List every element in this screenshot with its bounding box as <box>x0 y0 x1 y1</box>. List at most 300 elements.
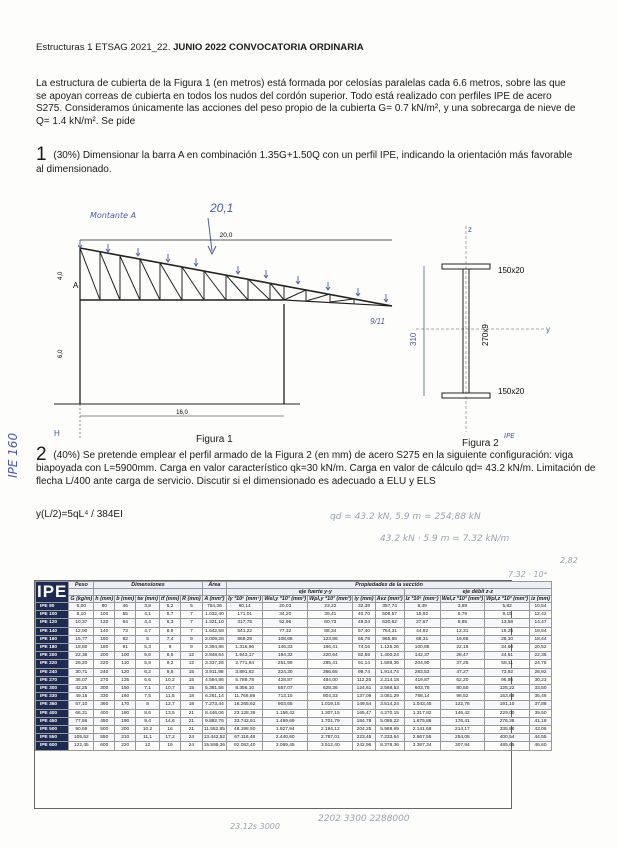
table-cell: 1.914,74 <box>375 668 404 676</box>
column-header: iz (mm) <box>531 596 550 602</box>
table-cell: 176,41 <box>440 717 485 725</box>
deflection-formula: y(L/2)=5qL⁴ / 384EI <box>36 509 123 520</box>
table-cell: 2.667,55 <box>404 734 440 742</box>
table-cell: 100,85 <box>404 644 440 652</box>
table-cell: 60,73 <box>308 619 353 627</box>
table-cell: 630,62 <box>375 619 404 627</box>
table-cell: 7.233,64 <box>375 734 404 742</box>
table-cell: 903,65 <box>263 701 308 709</box>
column-header: Wpl,z *10³ (mm³) <box>486 596 529 602</box>
table-cell: 5,2 <box>159 603 180 611</box>
table-cell: 24,78 <box>530 660 552 668</box>
table-cell: 2.771,84 <box>227 660 263 668</box>
table-cell: 137,09 <box>353 693 375 701</box>
web-label: 270x9 <box>481 324 490 346</box>
question-2-number: 2 <box>36 444 47 465</box>
table-cell: 160 <box>94 635 115 643</box>
table-cell: 419,87 <box>404 676 440 684</box>
table-cell: 105,52 <box>69 734 94 742</box>
table-cell: 58,11 <box>485 660 530 668</box>
table-row <box>36 611 552 619</box>
table-row <box>36 709 552 717</box>
table-cell: 142,37 <box>404 652 440 660</box>
table-cell: 14,6 <box>159 717 180 725</box>
table-cell: 41,18 <box>530 717 552 725</box>
table-cell: 92.083,40 <box>227 742 263 750</box>
table-cell: 9,15 <box>485 611 530 619</box>
table-cell: 484,00 <box>308 676 353 684</box>
dim-top-label: 20,0 <box>219 232 233 239</box>
table-cell: 150 <box>115 685 136 693</box>
table-cell: 12 <box>181 652 203 660</box>
hand-mark-h: H <box>54 429 60 438</box>
profile-name-cell: IPE 330 <box>36 693 69 701</box>
table-cell: 91,14 <box>353 660 375 668</box>
table-cell: 5 <box>136 635 160 643</box>
question-1-text: (30%) Dimensionar la barra A en combinación 1.35G+1.50Q con un perfil IPE, indicando la orientación más favorable al dimensionado. <box>36 150 573 175</box>
exam-header <box>36 42 364 53</box>
table-cell: 220,64 <box>308 652 353 660</box>
table-cell: 12,7 <box>159 701 180 709</box>
table-cell: 44,92 <box>404 627 440 635</box>
table-cell: 91 <box>115 644 136 652</box>
table-cell: 210 <box>115 734 136 742</box>
table-cell: 17,2 <box>159 734 180 742</box>
table-cell: 2.440,60 <box>263 734 308 742</box>
hand-note-3: 7.32 · 10⁴ <box>508 570 547 579</box>
table-cell: 8,6 <box>136 709 160 717</box>
table-cell: 1.701,79 <box>308 717 353 725</box>
table-cell: 21 <box>181 717 203 725</box>
column-header: iy (mm) <box>354 596 374 602</box>
table-cell: 180 <box>94 644 115 652</box>
table-cell: 2.787,01 <box>308 734 353 742</box>
table-cell: 5,6 <box>136 652 160 660</box>
table-cell: 204,25 <box>353 726 375 734</box>
table-cell: 804,33 <box>308 693 353 701</box>
table-cell: 764,36 <box>202 603 226 611</box>
table-cell: 1.675,86 <box>404 717 440 725</box>
table-cell: 7,5 <box>136 693 160 701</box>
table-cell: 557,07 <box>263 685 308 693</box>
table-row <box>36 742 552 750</box>
table-cell: 146,42 <box>440 709 485 717</box>
table-row <box>36 619 552 627</box>
table-body <box>36 603 552 751</box>
group-strong-axis: eje fuerte y-y <box>227 589 405 596</box>
table-cell: 2.214,18 <box>375 676 404 684</box>
table-cell: 146,33 <box>263 644 308 652</box>
group-properties: Propiedades de la sección <box>227 582 552 589</box>
table-cell: 242,96 <box>353 742 375 750</box>
table-cell: 307,94 <box>440 742 485 750</box>
table-cell: 7,4 <box>159 635 180 643</box>
table-cell: 57,40 <box>353 627 375 635</box>
hand-height: 310 <box>409 332 418 346</box>
table-cell: 15 <box>181 685 203 693</box>
table-row <box>36 726 552 734</box>
table-cell: 20,52 <box>530 644 552 652</box>
dim-left-upper: 4,0 <box>58 271 64 280</box>
table-cell: 869,29 <box>227 635 263 643</box>
table-cell: 1.019,15 <box>308 701 353 709</box>
table-cell: 80,14 <box>227 603 263 611</box>
group-area: Área <box>202 582 226 589</box>
table-cell: 5,9 <box>136 660 160 668</box>
table-cell: 3.911,98 <box>202 668 226 676</box>
table-cell: 26,10 <box>485 635 530 643</box>
table-cell: 12,42 <box>530 611 552 619</box>
table-cell: 317,75 <box>227 619 263 627</box>
table-cell: 165,47 <box>353 709 375 717</box>
column-header: Wel,z *10³ (mm³) <box>441 596 484 602</box>
profile-name-cell: IPE 270 <box>36 676 69 684</box>
table-cell: 135 <box>115 676 136 684</box>
table-cell: 23.128,36 <box>227 709 263 717</box>
table-cell: 21 <box>181 709 203 717</box>
table-cell: 13.442,52 <box>203 735 226 741</box>
table-cell: 330 <box>94 693 115 701</box>
table-cell: 39,41 <box>308 611 353 619</box>
table-cell: 14,47 <box>530 619 552 627</box>
question-1-number: 1 <box>36 144 47 165</box>
table-cell: 508,57 <box>375 611 404 619</box>
table-cell: 1.307,15 <box>308 709 353 717</box>
column-header: Iz *10⁶ (mm⁴) <box>405 596 439 602</box>
table-cell: 96,95 <box>485 676 530 684</box>
profile-name-cell: IPE 80 <box>36 603 69 611</box>
table-cell: 4,1 <box>136 611 160 619</box>
table-cell: 112,25 <box>353 676 375 684</box>
profile-name-cell: IPE 360 <box>36 701 69 709</box>
column-headers <box>36 596 552 603</box>
table-cell: 166,41 <box>308 644 353 652</box>
table-cell: 11,1 <box>136 734 160 742</box>
table-cell: 220 <box>115 742 136 750</box>
hand-note-2: 43.2 kN · 5.9 m = 7.32 kN/m <box>380 534 510 544</box>
table-cell: 8.378,36 <box>375 742 404 750</box>
table-cell: 99,74 <box>353 668 375 676</box>
hand-ipe-note: IPE <box>504 432 515 440</box>
table-cell: 47,27 <box>440 668 485 676</box>
table-cell: 12,90 <box>69 627 94 635</box>
profile-name-cell: IPE 550 <box>36 734 69 742</box>
table-cell: 108,66 <box>263 635 308 643</box>
table-cell: 9.882,76 <box>202 717 226 725</box>
table-cell: 82 <box>115 635 136 643</box>
table-cell: 77,56 <box>69 717 94 725</box>
profile-name-cell: IPE 140 <box>36 627 69 635</box>
table-cell: 10,37 <box>69 619 94 627</box>
table-cell: 550 <box>94 734 115 742</box>
table-cell: 3.891,62 <box>227 668 263 676</box>
table-cell: 36,07 <box>69 676 94 684</box>
table-cell: 37,88 <box>530 701 552 709</box>
hand-ratio: 9/11 <box>370 317 385 326</box>
table-cell: 6,6 <box>136 676 160 684</box>
table-cell: 39,50 <box>530 709 552 717</box>
table-cell: 16,66 <box>440 635 485 643</box>
column-header: G (kg/m) <box>70 596 93 602</box>
table-cell: 21 <box>181 726 203 734</box>
table-cell: 1.588,36 <box>375 660 404 668</box>
table-cell: 22,16 <box>440 644 485 652</box>
table-cell: 360 <box>94 701 115 709</box>
table-cell: 8,5 <box>159 652 180 660</box>
column-header: Iy *10⁶ (mm⁴) <box>228 596 262 602</box>
table-row <box>36 603 552 611</box>
table-row <box>36 627 552 635</box>
table-cell: 10,54 <box>530 603 552 611</box>
table-cell: 11.552,85 <box>203 727 225 733</box>
table-cell: 10,2 <box>136 726 160 734</box>
ipe-properties-table <box>35 581 552 751</box>
column-header: h (mm) <box>95 596 114 602</box>
ipe-table <box>34 580 550 809</box>
table-cell: 30,23 <box>530 676 552 684</box>
column-header: R (mm) <box>182 596 201 602</box>
table-cell: 8 <box>136 701 160 709</box>
figure-1-truss <box>40 196 410 446</box>
table-cell: 20,03 <box>263 603 308 611</box>
table-cell: 30,71 <box>69 668 94 676</box>
table-cell: 24 <box>181 742 203 750</box>
table-cell: 19 <box>159 742 180 750</box>
table-cell: 8,49 <box>404 603 440 611</box>
profile-name-cell: IPE 200 <box>36 652 69 660</box>
profile-name-cell: IPE 240 <box>36 668 69 676</box>
table-cell: 48.198,50 <box>227 726 263 734</box>
table-cell: 223,45 <box>353 734 375 742</box>
table-cell: 1.400,24 <box>375 652 404 660</box>
table-cell: 6.261,14 <box>202 693 226 701</box>
table-cell: 15.599,36 <box>203 743 226 749</box>
column-header: Wel,y *10³ (mm³) <box>264 596 307 602</box>
table-cell: 5.988,69 <box>375 726 404 734</box>
table-cell: 120 <box>94 619 115 627</box>
profile-name-cell: IPE 300 <box>36 685 69 693</box>
table-cell: 122,45 <box>69 742 94 750</box>
group-peso: Peso <box>69 582 94 589</box>
table-cell: 194,32 <box>263 652 308 660</box>
table-cell: 7,1 <box>136 685 160 693</box>
hand-load-arrow <box>208 218 212 251</box>
profile-name-cell: IPE 100 <box>36 611 69 619</box>
hand-note-1: qd = 43.2 kN, 5.9 m = 254,88 kN <box>330 512 481 522</box>
table-cell: 27,67 <box>404 619 440 627</box>
table-cell: 12 <box>136 742 160 750</box>
table-cell: 7 <box>181 619 203 627</box>
table-cell: 628,36 <box>308 685 353 693</box>
axis-y-label: y <box>546 325 550 334</box>
table-cell: 15 <box>181 676 203 684</box>
column-header: Avz (mm²) <box>376 596 403 602</box>
table-cell: 713,15 <box>263 693 308 701</box>
table-cell: 49,04 <box>353 619 375 627</box>
table-cell: 100 <box>115 652 136 660</box>
table-cell: 5,79 <box>440 611 485 619</box>
table-cell: 34,60 <box>485 644 530 652</box>
table-cell: 11.766,89 <box>227 693 263 701</box>
table-cell: 1.499,69 <box>263 717 308 725</box>
table-cell: 171,01 <box>227 611 263 619</box>
table-cell: 16.265,62 <box>227 701 263 709</box>
table-cell: 57,10 <box>69 701 94 709</box>
table-cell: 3,8 <box>136 603 160 611</box>
header-session: JUNIO 2022 CONVOCATORIA ORDINARIA <box>173 42 364 53</box>
table-cell: 64 <box>115 619 136 627</box>
table-cell: 1.642,58 <box>202 627 226 635</box>
table-cell: 965,66 <box>375 635 404 643</box>
table-cell: 34,20 <box>263 611 308 619</box>
table-cell: 28,47 <box>440 652 485 660</box>
axis-z-label: z <box>468 225 472 234</box>
table-cell: 22,36 <box>530 652 552 660</box>
table-cell: 12,31 <box>440 627 485 635</box>
table-cell: 357,74 <box>375 603 404 611</box>
table-cell: 7 <box>181 627 203 635</box>
table-row <box>36 668 552 676</box>
table-cell: 15,77 <box>69 635 94 643</box>
table-cell: 204,90 <box>404 660 440 668</box>
table-cell: 4.594,86 <box>202 676 226 684</box>
table-cell: 7.273,44 <box>202 701 226 709</box>
table-cell: 3.069,45 <box>263 742 308 750</box>
table-cell: 120 <box>115 668 136 676</box>
table-cell: 7 <box>181 611 203 619</box>
bar-a-label: A <box>73 281 79 290</box>
table-cell: 33.742,91 <box>227 717 263 725</box>
hand-bottom-2: 2202 3300 2288000 <box>318 814 410 824</box>
table-cell: 32,38 <box>353 603 375 611</box>
table-cell: 283,53 <box>404 668 440 676</box>
table-cell: 9,4 <box>136 717 160 725</box>
table-cell: 24 <box>181 734 203 742</box>
table-cell: 37,25 <box>440 660 485 668</box>
table-cell: 184,78 <box>353 717 375 725</box>
question-2-text: (40%) Se pretende emplear el perfil armado de la Figura 2 (en mm) de acero S275 en la siguiente configuración: viga biapoyada con L=5900mm. Carga en valor característico qk=30 kN/m. Carga en valor de cálculo qd= 43.2 kN/m. Limitación de flecha L/400 ante carga de servicio. Discutir si el dimensionado es adecuado a ELU y ELS <box>36 450 596 487</box>
table-cell: 77,32 <box>263 627 308 635</box>
hand-bottom-1: 23.12s 3000 <box>230 822 280 831</box>
table-cell: 44,61 <box>485 652 530 660</box>
column-header: b (mm) <box>116 596 135 602</box>
table-cell: 3.512,40 <box>308 742 353 750</box>
table-cell: 55 <box>115 611 136 619</box>
table-cell: 270 <box>94 676 115 684</box>
table-cell: 46,60 <box>530 742 552 750</box>
table-cell: 73,92 <box>485 668 530 676</box>
table-cell: 125,22 <box>485 685 530 693</box>
table-cell: 100 <box>94 611 115 619</box>
table-cell: 160 <box>115 693 136 701</box>
table-cell: 15,92 <box>404 611 440 619</box>
table-row <box>36 676 552 684</box>
table-cell: 1.317,82 <box>404 709 440 717</box>
table-cell: 74,16 <box>353 644 375 652</box>
table-cell: 123,86 <box>308 635 353 643</box>
table-row <box>36 693 552 701</box>
column-header: tf (mm) <box>160 596 180 602</box>
table-cell: 1.156,42 <box>263 709 308 717</box>
table-cell: 251,99 <box>263 660 308 668</box>
table-cell: 22,36 <box>69 652 94 660</box>
table-cell: 240 <box>94 668 115 676</box>
table-cell: 65,78 <box>353 635 375 643</box>
figure-2-caption: Figura 2 <box>462 438 499 449</box>
table-cell: 46 <box>115 603 136 611</box>
table-cell: 170 <box>115 701 136 709</box>
question-1 <box>36 144 576 177</box>
table-cell: 180 <box>115 709 136 717</box>
hand-note-4: 2,82 <box>560 556 578 565</box>
margin-note: IPE 160 <box>6 432 20 478</box>
table-cell: 4.270,15 <box>375 709 404 717</box>
table-cell: 5.085,22 <box>375 717 404 725</box>
table-cell: 1.321,10 <box>202 619 226 627</box>
table-cell: 9,8 <box>159 668 180 676</box>
table-cell: 229,00 <box>485 709 530 717</box>
column-header: tw (mm) <box>137 596 158 602</box>
table-cell: 42,25 <box>69 685 94 693</box>
table-cell: 603,78 <box>404 685 440 693</box>
table-cell: 26,92 <box>530 668 552 676</box>
profile-name-cell: IPE 400 <box>36 709 69 717</box>
table-cell: 5,82 <box>485 603 530 611</box>
table-cell: 18 <box>181 693 203 701</box>
table-cell: 16,54 <box>530 627 552 635</box>
table-cell: 428,87 <box>263 676 308 684</box>
table-row <box>36 685 552 693</box>
profile-name-cell: IPE 120 <box>36 619 69 627</box>
table-cell: 324,30 <box>263 668 308 676</box>
table-cell: 2.194,12 <box>308 726 353 734</box>
table-cell: 6,9 <box>159 627 180 635</box>
table-cell: 450 <box>94 717 115 725</box>
table-cell: 16 <box>159 726 180 734</box>
table-row <box>36 652 552 660</box>
profile-name-cell: IPE 220 <box>36 660 69 668</box>
table-cell: 82,59 <box>353 652 375 660</box>
table-cell: 3.387,34 <box>404 742 440 750</box>
table-cell: 35,48 <box>530 693 552 701</box>
table-cell: 3.337,26 <box>202 660 226 668</box>
table-cell: 541,22 <box>227 627 263 635</box>
table-cell: 1.125,26 <box>375 644 404 652</box>
table-cell: 52,96 <box>263 619 308 627</box>
dim-bottom-label: 16,0 <box>176 410 188 416</box>
table-cell: 43,06 <box>530 726 552 734</box>
table-cell: 18,80 <box>69 644 94 652</box>
table-cell: 485,65 <box>485 742 530 750</box>
profile-name-cell: IPE 500 <box>36 726 69 734</box>
top-chord <box>80 248 392 306</box>
table-cell: 62,20 <box>440 676 485 684</box>
table-cell: 44,55 <box>530 734 552 742</box>
profile-name-cell: IPE 450 <box>36 717 69 725</box>
table-cell: 9 <box>181 635 203 643</box>
column-header: A (mm²) <box>202 596 226 603</box>
table-cell: 5,7 <box>159 611 180 619</box>
table-cell: 214,17 <box>440 726 485 734</box>
figure-1-caption: Figura 1 <box>196 434 233 445</box>
table-cell: 5.381,56 <box>202 685 226 693</box>
table-cell: 2.568,53 <box>375 685 404 693</box>
hand-load-arrows <box>78 240 388 302</box>
table-cell: 19,25 <box>485 627 530 635</box>
table-cell: 1.043,45 <box>404 701 440 709</box>
table-cell: 2.848,64 <box>202 652 226 660</box>
table-cell: 191,10 <box>485 701 530 709</box>
